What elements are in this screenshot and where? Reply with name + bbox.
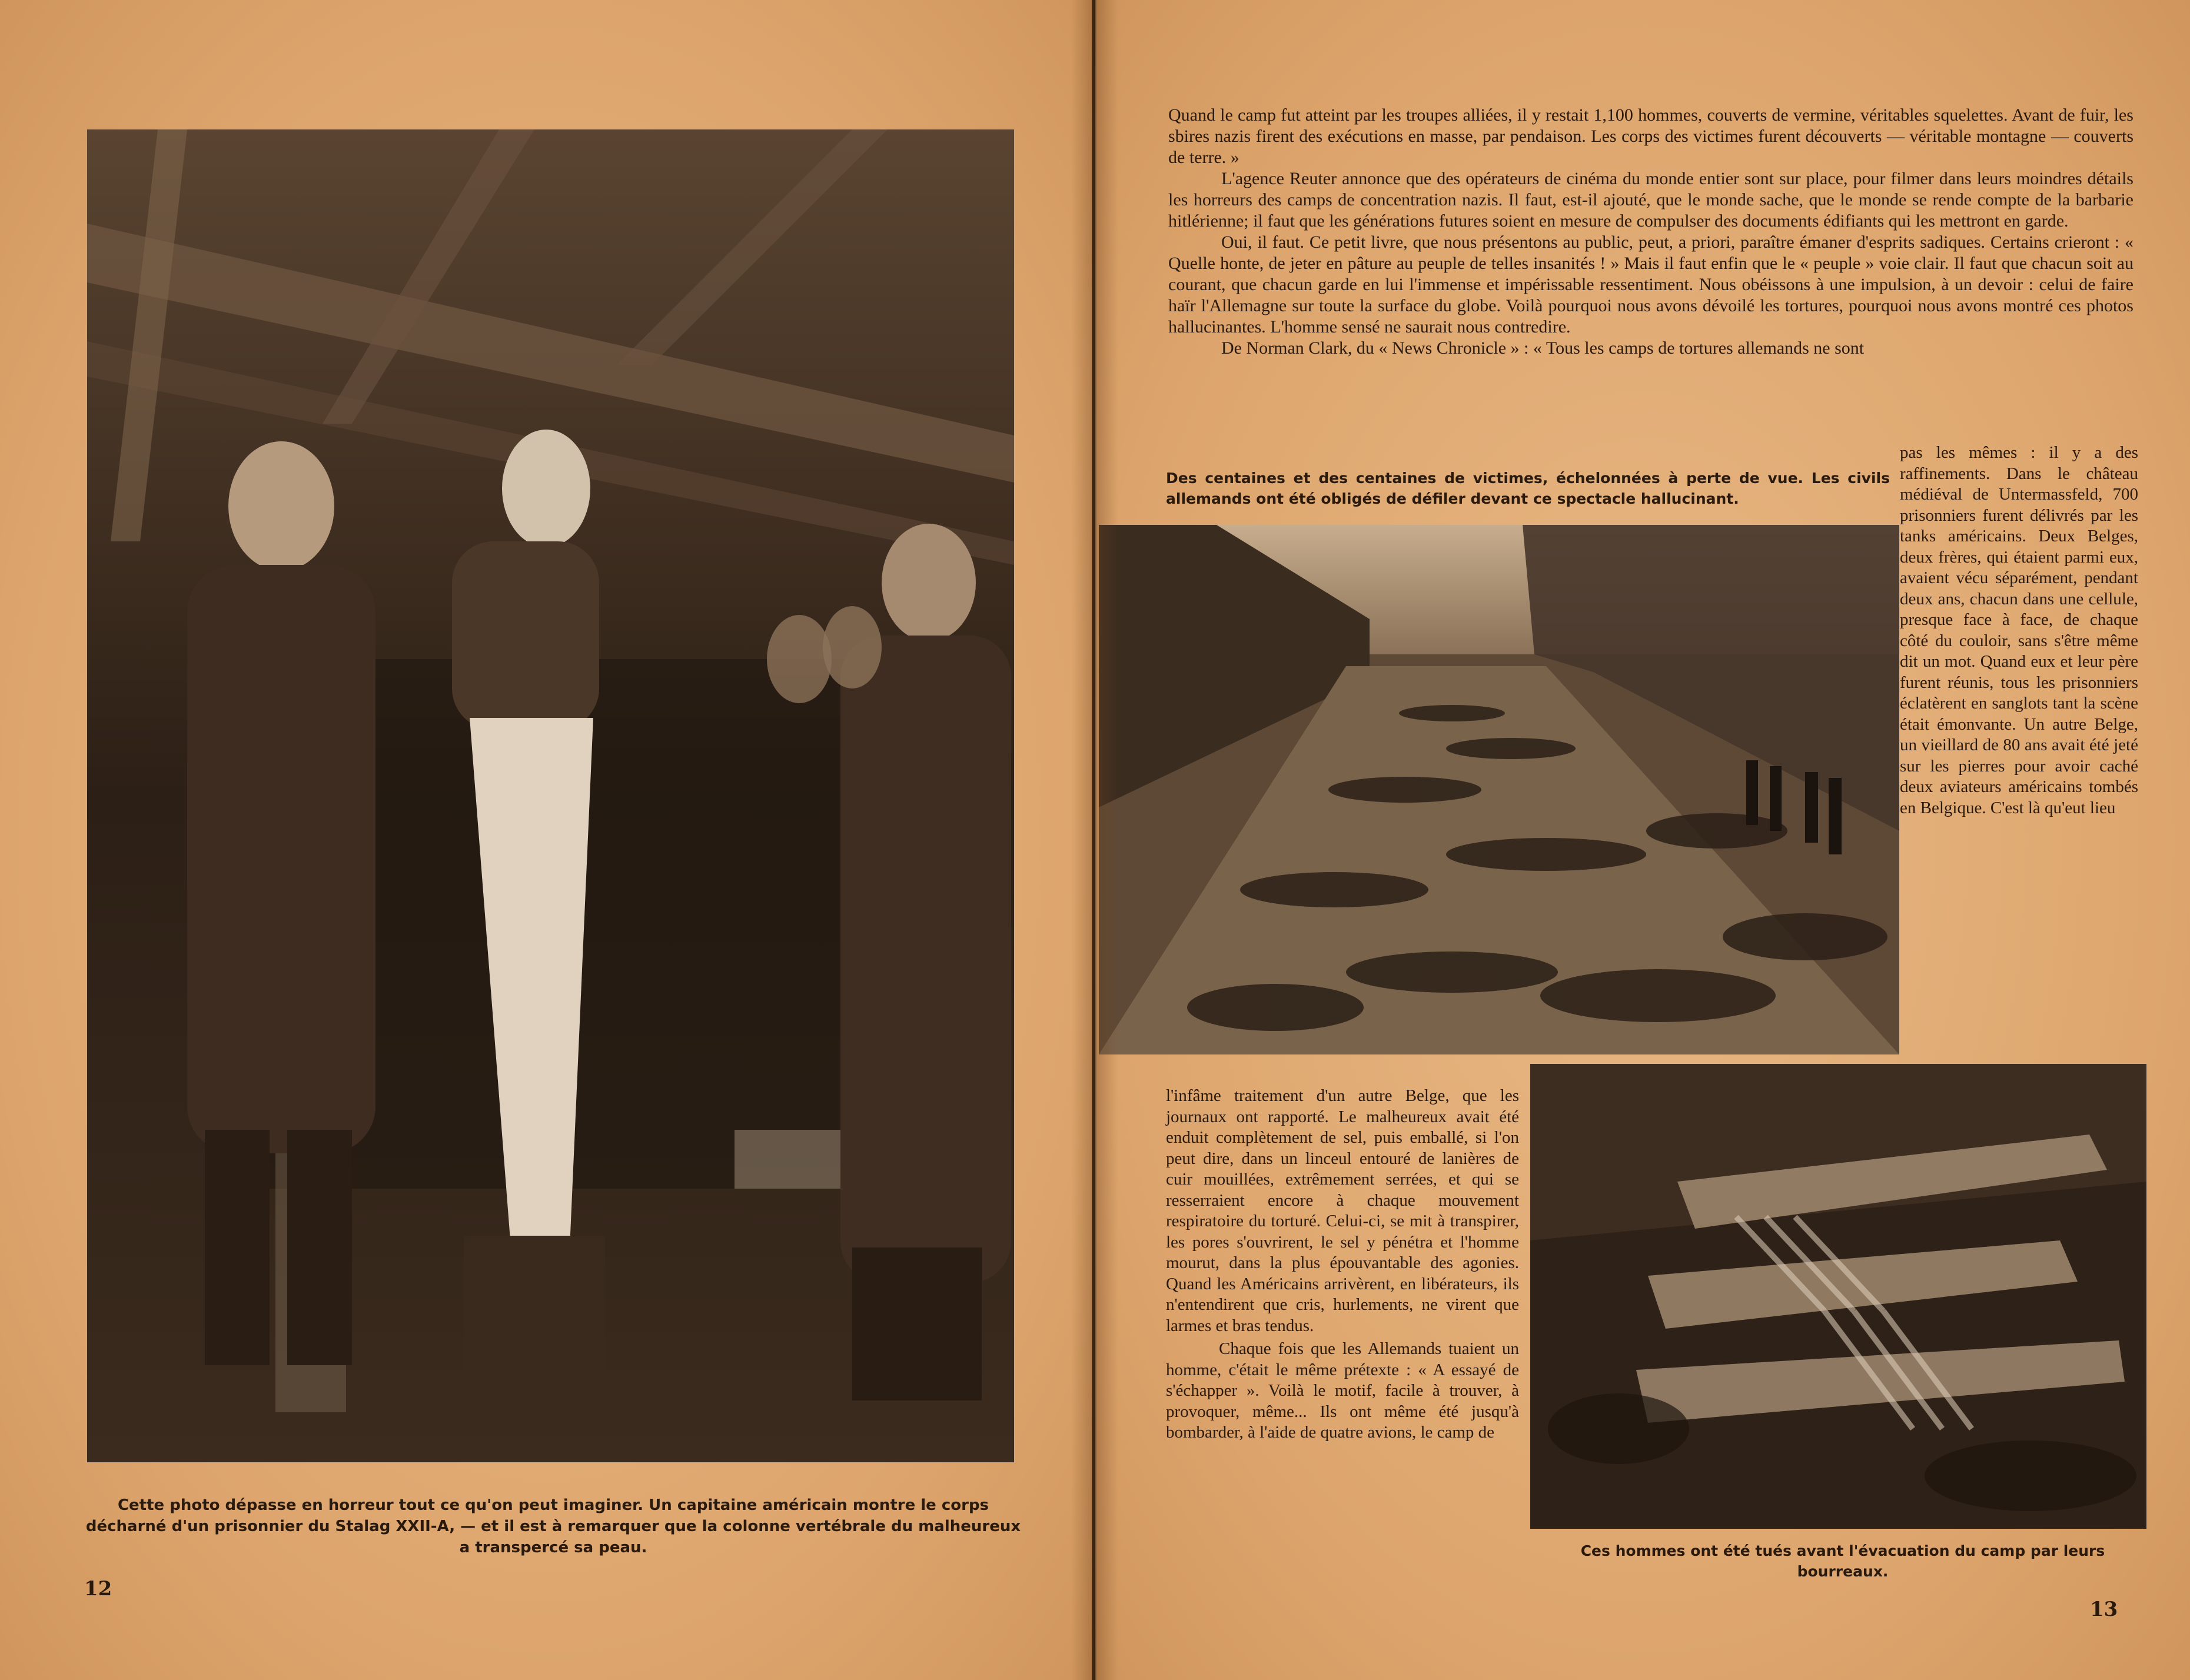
photo-rows-of-victims [1099, 525, 1899, 1054]
photo-prisoner-inspection [87, 129, 1014, 1462]
page-number: 12 [84, 1577, 112, 1601]
photo-caption: Cette photo dépasse en horreur tout ce qu'on peut imaginer. Un capitaine américain montre le corps décharné d'un prisonnier du Stalag XXII-A, — et il est à remarquer que la colonne vertébrale du malheureux a transpercé sa peau. [85, 1496, 1021, 1556]
caption-bottom: Ces hommes ont été tués avant l'évacuation du camp par leurs bourreaux. [1580, 1542, 2105, 1580]
paragraph: l'infâme traitement d'un autre Belge, que les journaux ont rapporté. Le malheureux avait été enduit complètement de sel, puis emballé, si l'on peut dire, dans un linceul entouré de lanières de cuir mouillées, extrêmement serrées, et qui se resserraient encore à chaque mouvement respiratoire du torturé. Celui-ci, se mit à transpirer, les pores s'ouvrirent, le sel y pénétra et l'homme mourut, dans la plus épouvantable des agonies. Quand les Américains arrivèrent, en libérateurs, ils n'entendirent que cris, hurlements, ne virent que larmes et bras tendus. [1166, 1086, 1519, 1335]
left-page [0, 0, 1092, 1680]
paragraph: Quand le camp fut atteint par les troupes alliées, il y restait 1,100 hommes, couverts de vermine, véritables squelettes. Avant de fuir, les sbires nazis firent des exécutions en masse, par pendaison. Les corps des victimes furent découverts — véritable montagne — couverts de terre. » [1168, 105, 2133, 167]
paragraph: Oui, il faut. Ce petit livre, que nous présentons au public, peut, a priori, paraître émaner d'esprits sadiques. Certains crieront : « Quelle honte, de jeter en pâture au peuple de telles insanités ! » Mais il faut enfin que le « peuple » voie clair. Il faut que chacun soit au courant, que chacun garde en lui l'immense et impérissable ressentiment. Nous obéissons à une impulsion, à un devoir : celui de faire haïr l'Allemagne sur toute la surface du globe. Voilà pourquoi nous avons dévoilé les tortures, pourquoi nous avons montré ces photos hallucinantes. L'homme sensé ne saurait nous contredire. [1168, 232, 2133, 337]
photo-executed-prisoners [1530, 1064, 2146, 1529]
page-number: 13 [2090, 1598, 2118, 1621]
bottom-column [1166, 1086, 1519, 1443]
paragraph: De Norman Clark, du « News Chronicle » : « Tous les camps de tortures allemands ne sont [1221, 338, 1865, 358]
right-page [1095, 0, 2190, 1680]
paragraph: Chaque fois que les Allemands tuaient un homme, c'était le même prétexte : « A essayé de s'échapper ». Voilà le motif, facile à trouver, à provoquer, même... Ils ont même été jusqu'à bombarder, à l'aide de quatre avions, le camp de [1166, 1339, 1519, 1442]
intro-text [1168, 105, 2133, 359]
side-column: pas les mêmes : il y a des raffinements. Dans le château médiéval de Untermassfeld, 700 prisonniers furent délivrés par les tanks américains. Deux Belges, deux frères, qui étaient parmi eux, avaient vécu séparément, pendant deux ans, chacun dans une cellule, presque face à face, de chaque côté du couloir, sans s'être même dit un mot. Quand eux et leur père furent réunis, tous les prisonniers éclatèrent en sanglots tant la scène était émonvante. Un autre Belge, un vieillard de 80 ans avait été jeté sur les pierres pour avoir caché deux aviateurs américains tombés en Belgique. C'est là qu'eut lieu [1900, 443, 2138, 817]
paragraph: L'agence Reuter annonce que des opérateurs de cinéma du monde entier sont sur place, pour filmer dans leurs moindres détails les horreurs des camps de concentration nazis. Il faut, est-il ajouté, que le monde sache, que le monde se rende compte de la barbarie hitlérienne; il faut que les générations futures soient en mesure de compulser des documents édifiants qui les mettront en garde. [1168, 169, 2133, 231]
caption-top: Des centaines et des centaines de victimes, échelonnées à perte de vue. Les civils allemands ont été obligés de défiler devant ce spectacle hallucinant. [1166, 470, 1890, 507]
